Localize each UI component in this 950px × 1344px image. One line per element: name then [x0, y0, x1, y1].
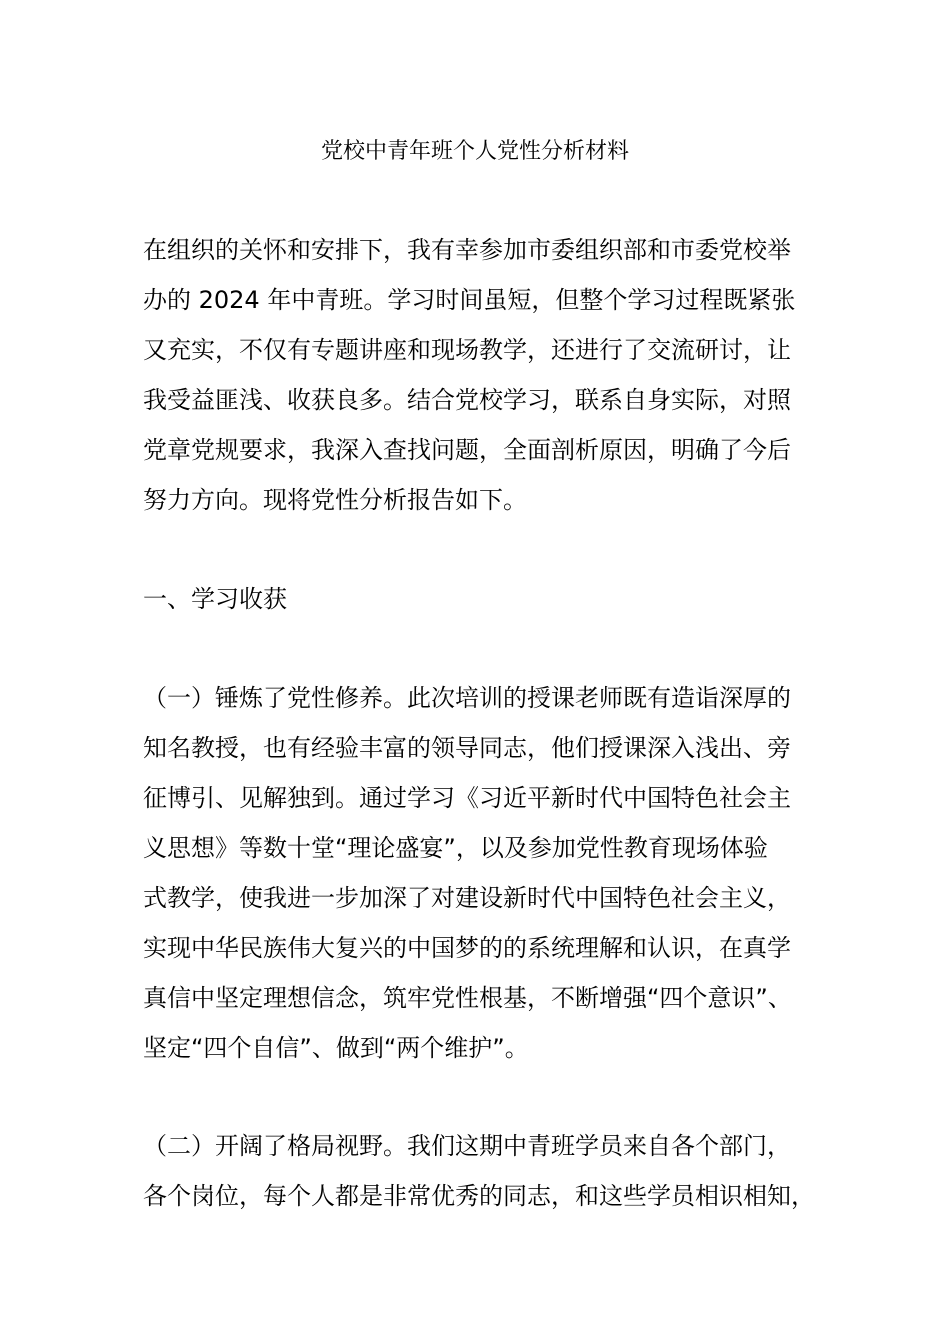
intro-line-2: 办的 2024 年中青班。学习时间虽短，但整个学习过程既紧张 — [143, 286, 796, 314]
sub1-line-6: 实现中华民族伟大复兴的中国梦的的系统理解和认识，在真学 — [143, 934, 791, 962]
sub1-line-2: 知名教授，也有经验丰富的领导同志，他们授课深入浅出、旁 — [143, 734, 791, 762]
sub2-line-2: 各个岗位，每个人都是非常优秀的同志，和这些学员相识相知， — [143, 1182, 815, 1210]
intro-line-6: 努力方向。现将党性分析报告如下。 — [143, 486, 527, 514]
sub1-line-7: 真信中坚定理想信念，筑牢党性根基，不断增强“四个意识”、 — [143, 984, 792, 1012]
intro-line-5: 党章党规要求，我深入查找问题，全面剖析原因，明确了今后 — [143, 436, 791, 464]
sub1-line-8: 坚定“四个自信”、做到“两个维护”。 — [143, 1034, 529, 1062]
intro-line-4: 我受益匪浅、收获良多。结合党校学习，联系自身实际，对照 — [143, 386, 791, 414]
sub1-line-3: 征博引、见解独到。通过学习《习近平新时代中国特色社会主 — [143, 784, 791, 812]
section-heading-1: 一、学习收获 — [143, 585, 287, 613]
sub1-line-1: （一）锤炼了党性修养。此次培训的授课老师既有造诣深厚的 — [143, 684, 791, 712]
sub1-line-5: 式教学，使我进一步加深了对建设新时代中国特色社会主义， — [143, 884, 791, 912]
intro-line-1: 在组织的关怀和安排下，我有幸参加市委组织部和市委党校举 — [143, 236, 791, 264]
sub2-line-1: （二）开阔了格局视野。我们这期中青班学员来自各个部门， — [143, 1132, 791, 1160]
document-title: 党校中青年班个人党性分析材料 — [320, 139, 629, 164]
sub1-line-4: 义思想》等数十堂“理论盛宴”，以及参加党性教育现场体验 — [143, 834, 768, 862]
intro-line-3: 又充实，不仅有专题讲座和现场教学，还进行了交流研讨，让 — [143, 336, 791, 364]
